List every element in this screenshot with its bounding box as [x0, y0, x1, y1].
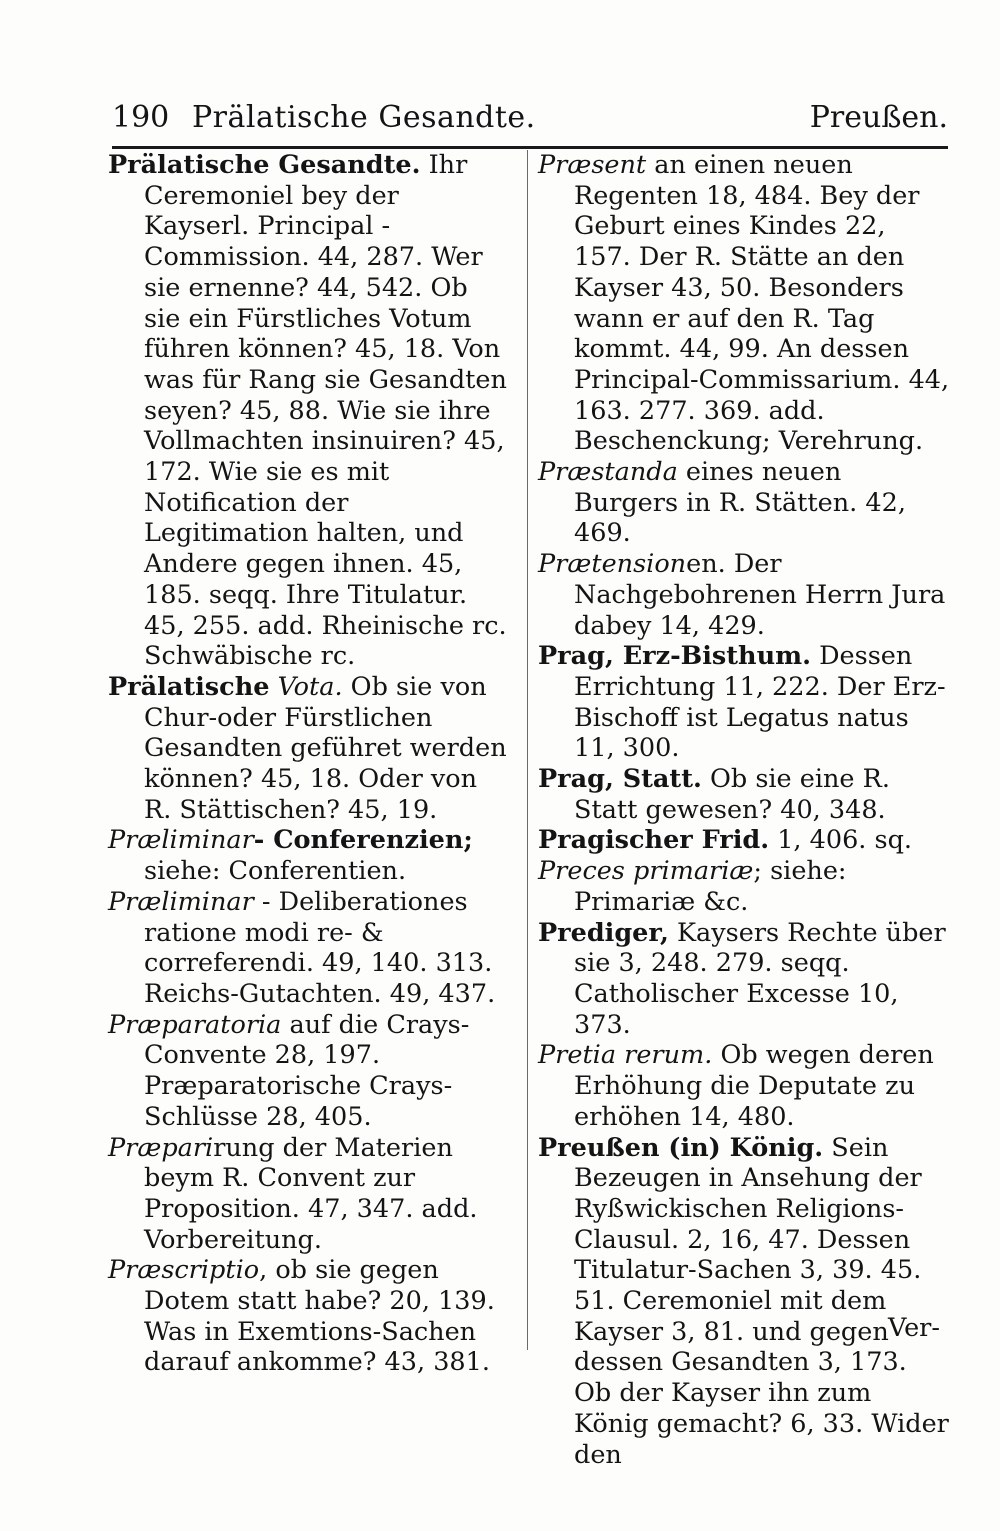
entry-head: Prälatische Gesandte.: [108, 150, 421, 180]
entry-text: an einen neuen Regenten 18, 484. Bey der Geburt eines Kindes 22, 157. Der R. Stätte an den Kayser 43, 50. Besonders wann er auf den R. Tag kommt. 44, 99. An dessen Principal-Commissarium. 44, 163. 277. 369. add. Beschenckung; Verehrung.: [574, 150, 950, 457]
right-column: [538, 150, 950, 1470]
entry-head: Prag, Statt.: [538, 764, 702, 795]
entry-head: - Conferenzien;: [253, 825, 473, 856]
index-entry: [538, 457, 950, 549]
entry-head: rung: [213, 1132, 275, 1163]
index-entry: [538, 1133, 950, 1471]
index-entry: [538, 549, 950, 641]
entry-text: , ob sie gegen Dotem statt habe? 20, 139. Was in Exemtions-Sachen darauf ankomme? 43, 381.: [144, 1255, 495, 1378]
index-entry: [538, 918, 950, 1041]
header-catchword: Preußen.: [809, 100, 948, 135]
entry-text: Ob sie von Chur-oder Fürstlichen Gesandten geführet werden können? 45, 18. Oder von R. Stättischen? 45, 19.: [144, 671, 507, 825]
entry-head-italic: Præliminar: [108, 825, 254, 856]
entry-head-italic: Præpari: [108, 1132, 214, 1163]
index-entry: [108, 887, 512, 1010]
index-entry: [108, 1133, 512, 1256]
entry-text: ; siehe: Primariæ &c.: [574, 856, 847, 917]
entry-text: Deliberationes ratione modi re- & correferendi. 49, 140. 313. Reichs-Gutachten. 49, 437.: [144, 886, 496, 1009]
running-head: Prälatische Gesandte.: [192, 100, 536, 135]
index-entry: [108, 1010, 512, 1133]
entry-head-italic: Preces primariæ: [538, 856, 754, 887]
entry-text: auf die Crays-Convente 28, 197. Præparatorische Crays-Schlüsse 28, 405.: [144, 1009, 470, 1132]
entry-text: 1, 406. sq.: [777, 825, 913, 856]
page-header: [112, 100, 948, 150]
entry-text: siehe: Conferentien.: [144, 856, 407, 887]
left-column: [108, 150, 512, 1378]
index-entry: [538, 641, 950, 764]
entry-text: Dessen Errichtung 11, 222. Der Erz-Bischoff ist Legatus natus 11, 300.: [574, 641, 946, 764]
entry-text: der Materien beym R. Convent zur Proposition. 47, 347. add. Vorbereitung.: [144, 1132, 478, 1255]
entry-head-italic: Præscriptio: [108, 1255, 260, 1286]
entry-head-italic: Præsent: [538, 150, 647, 180]
entry-text: Der Nachgebohrenen Herrn Jura dabey 14, 429.: [574, 549, 946, 641]
entry-head: en.: [686, 549, 726, 580]
entry-head: Preußen (in) König.: [538, 1132, 824, 1163]
entry-head-italic: Vota.: [277, 671, 343, 702]
entry-text: Ob wegen deren Erhöhung die Deputate zu erhöhen 14, 480.: [574, 1040, 934, 1132]
entry-head: Prag, Erz-Bisthum.: [538, 641, 811, 672]
header-rule: [112, 146, 948, 149]
index-entry: [538, 150, 950, 457]
bottom-catchword: Ver-: [888, 1313, 940, 1343]
index-entry: [108, 672, 512, 826]
index-entry: [538, 1040, 950, 1132]
entry-head: Prälatische: [108, 671, 270, 702]
entry-head: Prediger,: [538, 917, 669, 948]
page-number: 190: [112, 100, 170, 135]
index-entry: [538, 856, 950, 917]
entry-text: Kaysers Rechte über sie 3, 248. 279. seqq. Catholischer Excesse 10, 373.: [574, 917, 946, 1040]
entry-head-italic: Præliminar: [108, 886, 254, 917]
entry-head-italic: Prætension: [538, 549, 687, 580]
entry-head-italic: Pretia rerum.: [538, 1040, 713, 1071]
index-entry: [538, 825, 950, 856]
entry-head: Pragischer Frid.: [538, 825, 770, 856]
entry-text: eines neuen Burgers in R. Stätten. 42, 469.: [574, 457, 906, 549]
index-entry: [108, 825, 512, 886]
entry-text: Ob sie eine R. Statt gewesen? 40, 348.: [574, 764, 890, 825]
index-entry: [108, 150, 512, 672]
entry-text: Ihr Ceremoniel bey der Kayserl. Principal - Commission. 44, 287. Wer sie ernenne? 44, 542. Ob sie ein Fürstliches Votum führen können? 45, 18. Von was für Rang sie Gesandten seyen? 45, 88. Wie sie ihre Vollmachten insinuiren? 45, 172. Wie sie es mit Notification der Legitimation halten, und Andere gegen ihnen. 45, 185. seqq. Ihre Titulatur. 45, 255. add. Rheinische rc. Schwäbische rc.: [144, 150, 507, 672]
index-entry: [538, 764, 950, 825]
entry-head-italic: Præstanda: [538, 457, 678, 488]
column-divider: [527, 150, 528, 1350]
entry-head-italic: Præparatoria: [108, 1009, 282, 1040]
index-entry: [108, 1255, 512, 1378]
entry-head: -: [261, 886, 271, 917]
entry-text: Sein Bezeugen in Ansehung der Ryßwickischen Religions-Clausul. 2, 16, 47. Dessen Titulatur-Sachen 3, 39. 45. 51. Ceremoniel mit dem Kayser 3, 81. und gegen dessen Gesandten 3, 173. Ob der Kayser ihn zum König gemacht? 6, 33. Wider den: [574, 1132, 949, 1470]
